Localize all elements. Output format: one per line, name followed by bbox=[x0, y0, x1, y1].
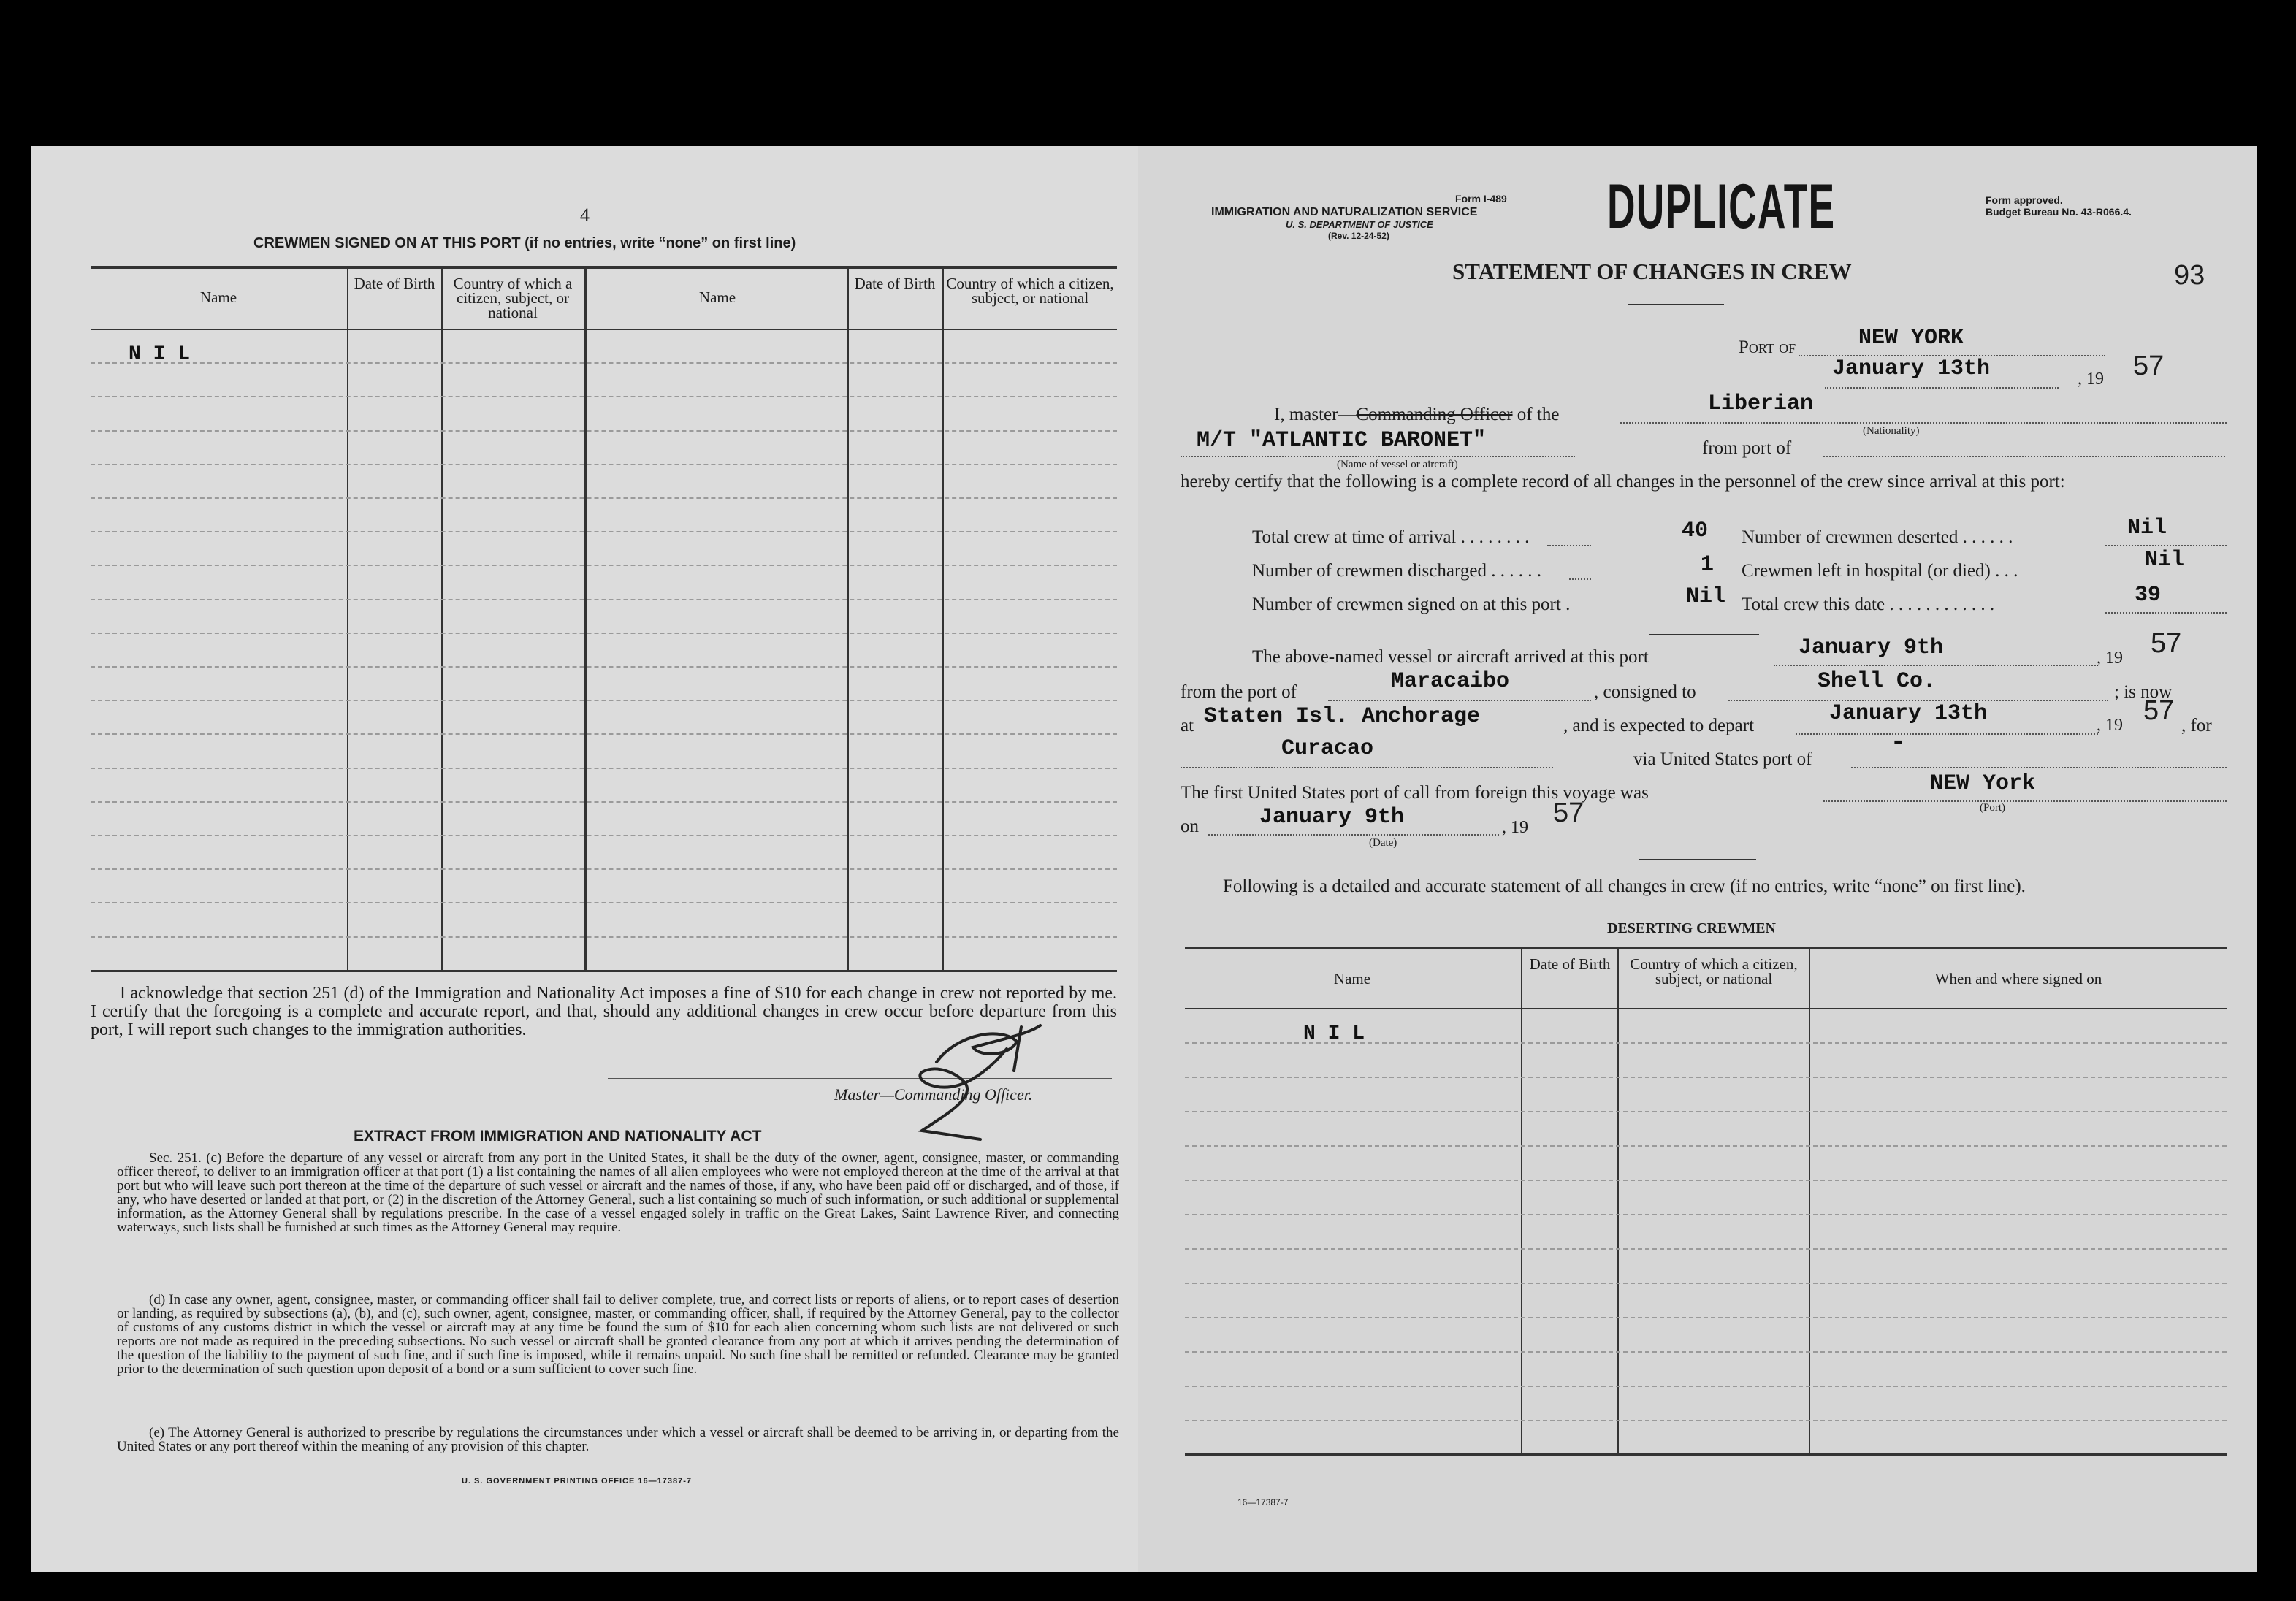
statement-year: 57 bbox=[2133, 351, 2165, 381]
col-divider bbox=[1617, 949, 1619, 1453]
col-divider bbox=[1521, 949, 1522, 1453]
table-row bbox=[1185, 1077, 2227, 1078]
table-row bbox=[91, 666, 1117, 668]
arrived-line bbox=[1774, 665, 2098, 666]
via-value: - bbox=[1891, 729, 1906, 757]
extract-section-d: (d) In case any owner, agent, consignee, master, or commanding officer shall fail to deliver complete, true, and correct lists or reports of aliens, or to report cases of desertion or landing, as required by subsections (a), (b), and (c), such owner, agent, consignee, master, or commanding officer, shall, if required by the Attorney General, pay to the collector of customs of any customs district in which the vessel or aircraft may at any time be found the sum of $10 for each alien concerning whom such lists are not delivered or such reports are not made as required in the preceding subsections. No such vessel or aircraft shall be granted clearance from any port at which it arrives pending the determination of the question of the liability to the payment of such fine, and if such fine is imposed, while it remains unpaid. No such fine shall be remitted or refunded. Clearance may be granted prior to the determination of such question upon deposit of a bond or a sum sufficient to cover such fine. bbox=[117, 1292, 1119, 1377]
form-title: STATEMENT OF CHANGES IN CREW bbox=[1452, 259, 1852, 284]
date-line bbox=[1825, 387, 2059, 389]
on-label: on bbox=[1181, 817, 1199, 836]
signed-on-value: Nil bbox=[1686, 584, 1726, 609]
depart-line bbox=[1796, 733, 2098, 735]
table-row bbox=[91, 633, 1117, 634]
table-row bbox=[91, 768, 1117, 769]
deserting-col-country: Country of which a citizen, subject, or national bbox=[1630, 955, 1798, 987]
form-footer: 16—17387-7 bbox=[1237, 1497, 1289, 1508]
extract-section-e: (e) The Attorney General is authorized to prescribe by regulations the circumstances under which a vessel or aircraft shall be deemed to be arriving in, or departing from the United States or any port thereof within the meaning of any provision of this chapter. bbox=[117, 1425, 1119, 1454]
agency: IMMIGRATION AND NATURALIZATION SERVICE bbox=[1211, 206, 1478, 218]
department: U. S. DEPARTMENT OF JUSTICE bbox=[1286, 219, 1433, 230]
table-row bbox=[1185, 1283, 2227, 1284]
statement-date: January 13th bbox=[1832, 356, 1991, 381]
arrived-year-prefix: , 19 bbox=[2097, 649, 2123, 668]
discharged-value: 1 bbox=[1701, 552, 1715, 577]
col-divider bbox=[847, 269, 849, 970]
total-date-value: 39 bbox=[2135, 583, 2162, 608]
col-divider bbox=[1809, 949, 1810, 1453]
first-port-line bbox=[1823, 800, 2227, 802]
from-port-value: Maracaibo bbox=[1391, 669, 1510, 694]
table-row bbox=[91, 396, 1117, 397]
hospital-label: Crewmen left in hospital (or died) . . . bbox=[1742, 561, 2018, 581]
deserting-col-signed-on: When and where signed on bbox=[1934, 970, 2102, 987]
nationality-value: Liberian bbox=[1708, 391, 1814, 416]
struck-commanding-officer: Commanding Officer bbox=[1356, 405, 1513, 424]
table-row bbox=[1185, 1317, 2227, 1318]
deserting-col-dob: Date of Birth bbox=[1529, 955, 1611, 973]
master-signature bbox=[871, 1005, 1068, 1151]
col-divider bbox=[347, 269, 348, 970]
vessel-line bbox=[1181, 456, 1575, 457]
at-label: at bbox=[1181, 716, 1194, 735]
table-bottom-border bbox=[91, 970, 1117, 972]
details-rule bbox=[1639, 859, 1756, 860]
from-port-label: from port of bbox=[1702, 438, 1792, 458]
signed-on-label: Number of crewmen signed on at this port . bbox=[1252, 595, 1571, 614]
signature-label: Master—Commanding Officer. bbox=[834, 1085, 1033, 1104]
table-top-border bbox=[91, 266, 1117, 269]
table-row bbox=[91, 733, 1117, 735]
deserted-line bbox=[2105, 545, 2227, 546]
table-row bbox=[91, 464, 1117, 465]
first-port-value: NEW York bbox=[1930, 771, 2036, 796]
on-date-line bbox=[1208, 834, 1499, 836]
deserting-crewmen-title: DESERTING CREWMEN bbox=[1607, 920, 1776, 936]
revision: (Rev. 12-24-52) bbox=[1328, 231, 1389, 241]
total-date-label: Total crew this date . . . . . . . . . . . . bbox=[1742, 595, 1995, 614]
deserting-col-name: Name bbox=[1333, 970, 1371, 987]
total-date-line bbox=[2105, 612, 2227, 614]
certify-text: hereby certify that the following is a complete record of all changes in the personnel of the crew since arrival at this port: bbox=[1181, 472, 2065, 492]
on-year: 57 bbox=[1553, 798, 1584, 828]
col-header-dob: Date of Birth bbox=[354, 275, 435, 292]
sheet-number: 93 bbox=[2174, 260, 2205, 291]
form-number: Form I-489 bbox=[1455, 193, 1507, 205]
date-caption: (Date) bbox=[1369, 837, 1397, 849]
vessel-caption: (Name of vessel or aircraft) bbox=[1337, 459, 1458, 470]
duplicate-stamp: DUPLICATE bbox=[1607, 172, 1836, 242]
on-date-value: January 9th bbox=[1259, 805, 1405, 830]
table-row bbox=[1185, 1248, 2227, 1250]
col-header-name: Name bbox=[199, 289, 237, 306]
port-caption: (Port) bbox=[1980, 802, 2005, 814]
master-prefix: I, master— bbox=[1274, 405, 1357, 424]
table-row bbox=[91, 599, 1117, 600]
table-row bbox=[1185, 1111, 2227, 1112]
table-row bbox=[91, 531, 1117, 532]
depart-date: January 13th bbox=[1829, 701, 1988, 726]
table-row bbox=[91, 430, 1117, 432]
vessel-name: M/T "ATLANTIC BARONET" bbox=[1197, 428, 1487, 453]
on-year-prefix: , 19 bbox=[1502, 818, 1528, 837]
depart-year: 57 bbox=[2143, 695, 2175, 726]
deserted-label: Number of crewmen deserted . . . . . . bbox=[1742, 527, 2013, 547]
col-header-dob: Date of Birth bbox=[854, 275, 936, 292]
col-divider bbox=[584, 269, 587, 970]
discharged-label: Number of crewmen discharged . . . . . . bbox=[1252, 561, 1541, 581]
table-row bbox=[1185, 1214, 2227, 1215]
table-row bbox=[91, 497, 1117, 499]
deserting-table-bottom bbox=[1185, 1453, 2227, 1456]
table-row bbox=[1185, 1180, 2227, 1181]
discharged-line bbox=[1569, 578, 1591, 580]
deserting-table-header-border bbox=[1185, 1008, 2227, 1009]
detailed-statement-text: Following is a detailed and accurate statement of all changes in crew (if no entries, write “none” on first line). bbox=[1223, 876, 2026, 896]
col-header-name: Name bbox=[698, 289, 736, 306]
table-header-border bbox=[91, 329, 1117, 330]
is-now: ; is now bbox=[2114, 682, 2173, 702]
from-port-of-line bbox=[1328, 700, 1591, 701]
via-line bbox=[1851, 767, 2227, 768]
consigned-label: , consigned to bbox=[1594, 682, 1696, 702]
master-suffix: of the bbox=[1517, 405, 1560, 424]
arrived-year: 57 bbox=[2151, 628, 2182, 659]
from-port-line bbox=[1823, 456, 2225, 457]
table-row bbox=[1185, 1386, 2227, 1387]
port-of-value: NEW YORK bbox=[1858, 326, 1964, 351]
extract-title: EXTRACT FROM IMMIGRATION AND NATIONALITY ACT bbox=[354, 1128, 762, 1145]
consigned-value: Shell Co. bbox=[1818, 669, 1937, 694]
arrived-date: January 9th bbox=[1799, 635, 1944, 660]
extract-section-c: Sec. 251. (c) Before the departure of any vessel or aircraft from any port in the United States, it shall be the duty of the owner, agent, consignee, master, or commanding officer thereof, to deliver to an immigration officer at that port (1) a list containing the names of all alien employees who were not employed thereon at the time of the arrival at that port but who will leave such port thereon at the time of the departure of such vessel or aircraft and the names of those, if any, who have been paid off or discharged, and of those, if any, who have deserted or landed at that port, or (2) in the discretion of the Attorney General, such a list containing so much of such information, or such additional or supplemental information, as the Attorney General shall by regulations prescribe. In the case of a vessel engaged solely in traffic on the Great Lakes, Saint Lawrence River, and connecting waterways, such lists shall be furnished at such times as the Attorney General may require. bbox=[117, 1150, 1119, 1235]
form-approved: Form approved. bbox=[1986, 194, 2063, 206]
table-row bbox=[91, 801, 1117, 803]
year-prefix: , 19 bbox=[2078, 370, 2104, 389]
via-label: via United States port of bbox=[1633, 749, 1812, 769]
col-divider bbox=[441, 269, 443, 970]
table-row bbox=[91, 902, 1117, 903]
budget-number: Budget Bureau No. 43-R066.4. bbox=[1986, 206, 2132, 218]
col-divider bbox=[942, 269, 944, 970]
deserted-value: Nil bbox=[2127, 516, 2167, 540]
from-port-of-label: from the port of bbox=[1181, 682, 1297, 702]
destination-value: Curacao bbox=[1281, 736, 1374, 761]
table-row bbox=[91, 565, 1117, 566]
total-arrival-label: Total crew at time of arrival . . . . . . . . bbox=[1252, 527, 1530, 547]
port-of-label: Port of bbox=[1739, 337, 1796, 357]
table-row bbox=[91, 936, 1117, 938]
for-label: , for bbox=[2181, 716, 2212, 735]
total-arrival-line bbox=[1547, 545, 1591, 546]
table-row bbox=[1185, 1351, 2227, 1353]
acknowledgement-text: I acknowledge that section 251 (d) of the Immigration and Nationality Act imposes a fine of $10 for each change in crew not reported by me. I certify that the foregoing is a complete and accurate report, and that, should any additional changes in crew occur before departure from this port, I will report such changes to the immigration authorities. bbox=[91, 984, 1117, 1039]
right-page bbox=[1138, 146, 2257, 1572]
hospital-value: Nil bbox=[2145, 548, 2185, 573]
table-row bbox=[91, 835, 1117, 836]
at-value: Staten Isl. Anchorage bbox=[1204, 704, 1481, 729]
crewmen-signed-on-title: CREWMEN SIGNED ON AT THIS PORT (if no entries, write “none” on first line) bbox=[253, 235, 796, 251]
counts-rule bbox=[1649, 634, 1759, 635]
deserting-nil-entry: N I L bbox=[1303, 1023, 1365, 1045]
destination-line bbox=[1181, 767, 1553, 768]
table-row bbox=[1185, 1420, 2227, 1421]
printing-office: U. S. GOVERNMENT PRINTING OFFICE 16—17387-7 bbox=[462, 1477, 693, 1486]
left-page bbox=[31, 146, 1138, 1572]
table-row bbox=[91, 700, 1117, 701]
nil-entry: N I L bbox=[129, 343, 191, 366]
table-row bbox=[1185, 1145, 2227, 1147]
col-header-country: Country of which a citizen, subject, or national bbox=[946, 275, 1114, 307]
table-row bbox=[91, 868, 1117, 870]
table-row bbox=[91, 362, 1117, 364]
nationality-caption: (Nationality) bbox=[1863, 425, 1920, 437]
first-port-label: The first United States port of call from foreign this voyage was bbox=[1181, 783, 1649, 803]
page-number: 4 bbox=[580, 205, 590, 226]
col-header-country: Country of which a citizen, subject, or national bbox=[453, 275, 573, 321]
nationality-line bbox=[1620, 422, 2227, 424]
deserting-table-top bbox=[1185, 947, 2227, 949]
total-arrival-value: 40 bbox=[1682, 519, 1709, 543]
title-rule bbox=[1628, 304, 1724, 305]
arrived-label: The above-named vessel or aircraft arrived at this port bbox=[1252, 647, 1649, 667]
expected-label: , and is expected to depart bbox=[1563, 716, 1755, 735]
master-line bbox=[1274, 405, 1559, 425]
depart-year-prefix: , 19 bbox=[2097, 716, 2123, 735]
